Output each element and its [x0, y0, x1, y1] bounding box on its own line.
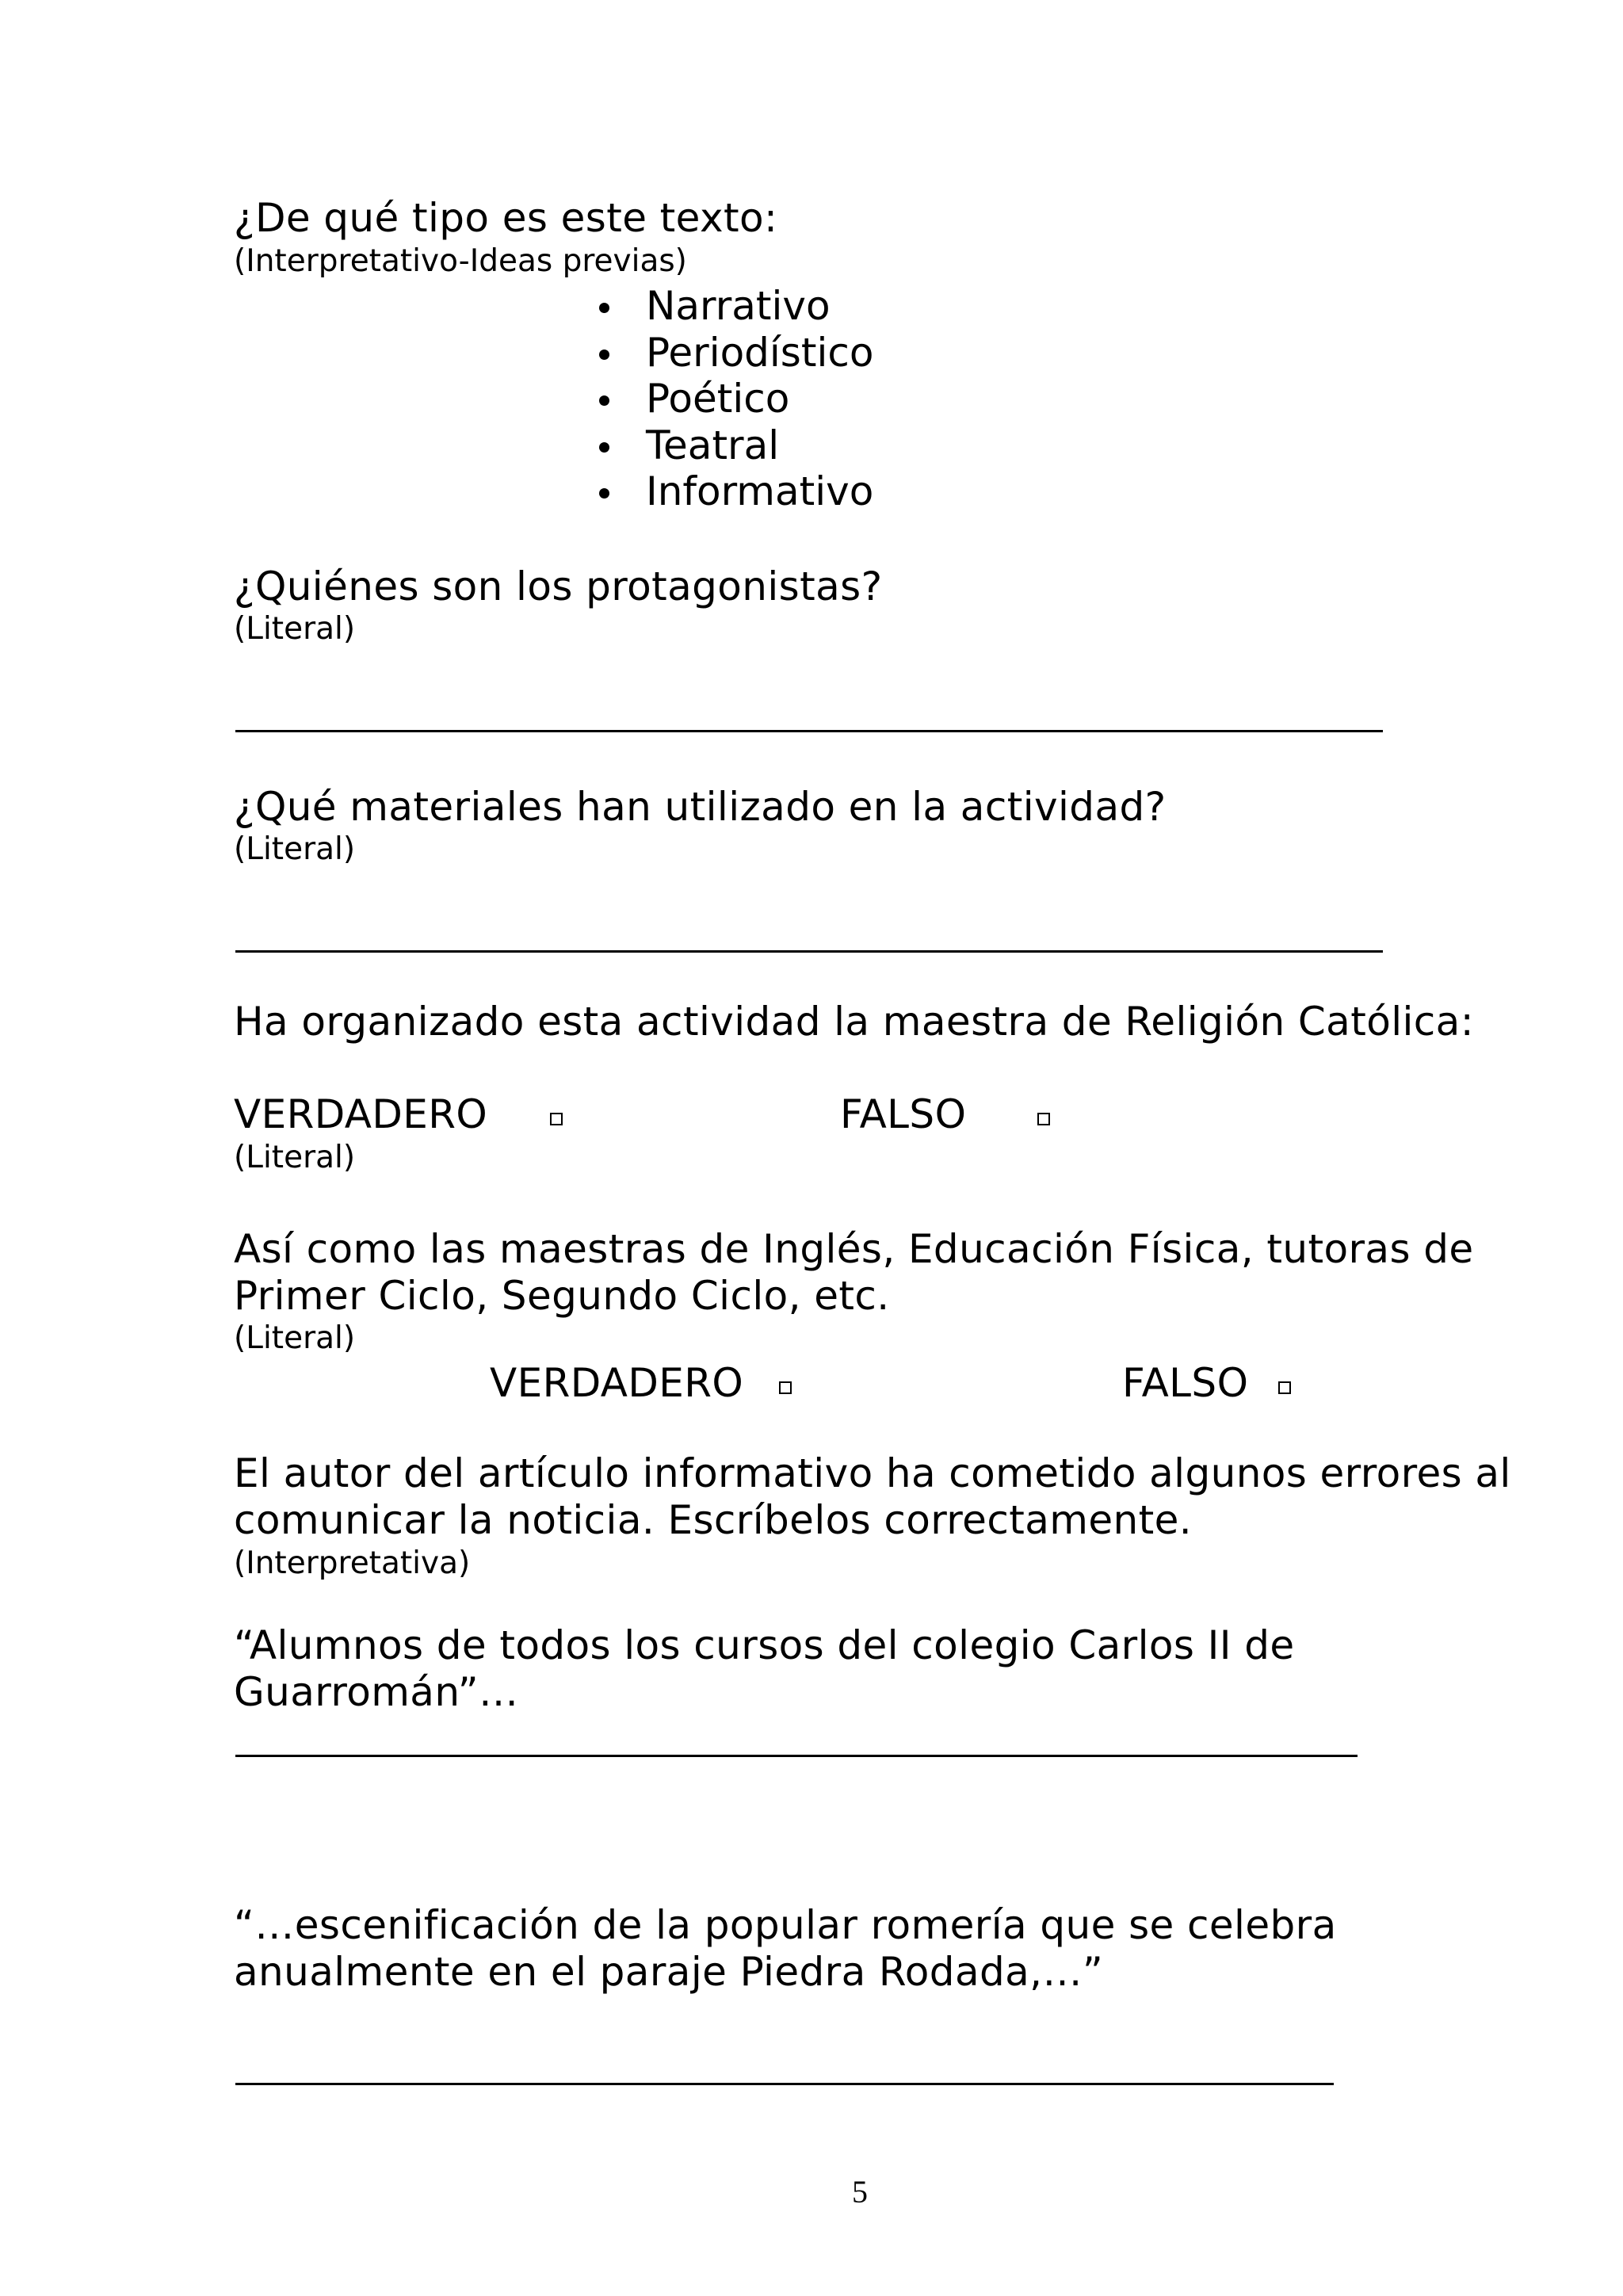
quote-romeria-line1: “…escenificación de la popular romería que se celebra	[234, 1902, 1337, 1948]
question-category-tag: (Interpretativa)	[234, 1545, 471, 1581]
true-label: VERDADERO	[490, 1360, 744, 1406]
false-label: FALSO	[1122, 1360, 1249, 1406]
answer-line-materials[interactable]	[235, 950, 1383, 953]
question-category-tag: (Literal)	[234, 1320, 356, 1356]
answer-line-protagonists[interactable]	[235, 730, 1383, 732]
question-materials: ¿Qué materiales han utilizado en la actividad?	[234, 784, 1167, 830]
option-narrativo: Narrativo	[593, 283, 873, 330]
option-poetico: Poético	[593, 376, 873, 422]
answer-line-quote-romeria[interactable]	[235, 2083, 1334, 2085]
true-checkbox[interactable]	[550, 1113, 563, 1125]
answer-line-quote-students[interactable]	[235, 1755, 1358, 1757]
page-number: 5	[852, 2174, 868, 2210]
question-other-teachers-line1: Así como las maestras de Inglés, Educación Física, tutoras de	[234, 1226, 1474, 1272]
question-category-tag: (Literal)	[234, 831, 356, 867]
true-label: VERDADERO	[234, 1091, 488, 1137]
true-checkbox[interactable]	[779, 1381, 792, 1394]
question-protagonists: ¿Quiénes son los protagonistas?	[234, 563, 883, 609]
option-informativo: Informativo	[593, 468, 873, 515]
question-category-tag: (Interpretativo-Ideas previas)	[234, 243, 687, 279]
false-label: FALSO	[840, 1091, 967, 1137]
option-periodistico: Periodístico	[593, 330, 873, 376]
question-category-tag: (Literal)	[234, 611, 356, 647]
option-teatral: Teatral	[593, 422, 873, 469]
question-religion-teacher: Ha organizado esta actividad la maestra de Religión Católica:	[234, 999, 1474, 1045]
question-category-tag: (Literal)	[234, 1140, 356, 1175]
false-checkbox[interactable]	[1278, 1381, 1291, 1394]
question-other-teachers-line2: Primer Ciclo, Segundo Ciclo, etc.	[234, 1273, 890, 1319]
question-errors-line2: comunicar la noticia. Escríbelos correctamente.	[234, 1497, 1193, 1543]
quote-romeria-line2: anualmente en el paraje Piedra Rodada,…”	[234, 1949, 1104, 1995]
text-type-options-list	[593, 283, 873, 515]
quote-students-line2: Guarromán”…	[234, 1669, 519, 1715]
question-errors-line1: El autor del artículo informativo ha cometido algunos errores al	[234, 1450, 1511, 1496]
false-checkbox[interactable]	[1037, 1113, 1050, 1125]
question-text-type: ¿De qué tipo es este texto:	[234, 195, 778, 241]
quote-students-line1: “Alumnos de todos los cursos del colegio Carlos II de	[234, 1622, 1295, 1668]
